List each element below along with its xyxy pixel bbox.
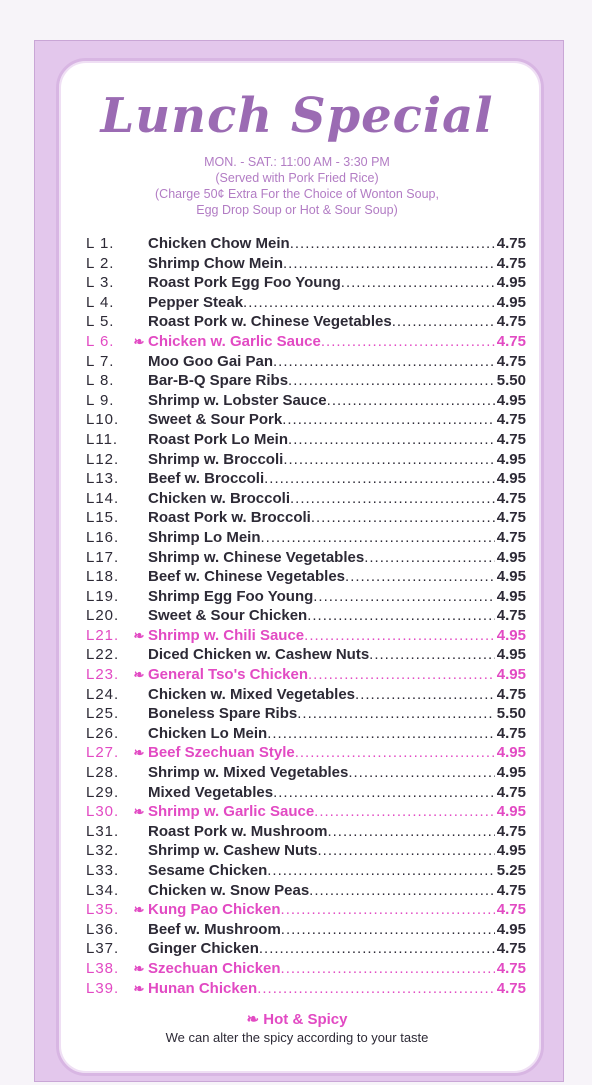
item-name: Shrimp Egg Foo Young xyxy=(148,587,314,605)
dot-leader xyxy=(283,450,494,470)
item-code: L28. xyxy=(86,764,120,782)
dot-leader xyxy=(348,763,494,783)
pepper-icon: ❧ xyxy=(246,1011,260,1028)
item-code: L25. xyxy=(86,705,120,723)
menu-item xyxy=(86,410,526,430)
pepper-icon: ❧ xyxy=(133,980,145,996)
item-price: 4.75 xyxy=(496,430,526,448)
menu-item xyxy=(86,312,526,332)
dot-leader xyxy=(327,822,494,842)
item-name: Hunan Chicken xyxy=(148,979,258,997)
dot-leader xyxy=(288,430,495,450)
menu-item xyxy=(86,391,526,411)
item-price: 4.75 xyxy=(496,881,526,899)
dot-leader xyxy=(369,645,495,665)
menu-item xyxy=(86,567,526,587)
menu-item xyxy=(86,979,526,999)
menu-item xyxy=(86,234,526,254)
dot-leader xyxy=(309,881,495,901)
item-price: 4.95 xyxy=(496,391,526,409)
pepper-icon: ❧ xyxy=(133,627,145,643)
dot-leader xyxy=(259,939,495,959)
item-price: 4.75 xyxy=(496,528,526,546)
item-name: Roast Pork w. Broccoli xyxy=(148,509,311,527)
dot-leader xyxy=(290,234,495,254)
item-price: 4.75 xyxy=(496,489,526,507)
item-price: 4.75 xyxy=(496,509,526,527)
dot-leader xyxy=(267,861,495,881)
item-code: L 1. xyxy=(86,235,115,252)
item-name: Shrimp Lo Mein xyxy=(148,528,261,546)
item-name: Pepper Steak xyxy=(148,293,244,311)
menu-item xyxy=(86,450,526,470)
item-price: 5.50 xyxy=(496,372,526,390)
item-price: 4.75 xyxy=(496,822,526,840)
dot-leader xyxy=(297,704,495,724)
item-price: 4.95 xyxy=(496,842,526,860)
menu-item xyxy=(86,881,526,901)
item-code: L23. xyxy=(86,666,120,684)
dot-leader xyxy=(341,273,495,293)
item-price: 4.95 xyxy=(496,274,526,292)
item-name: Beef w. Chinese Vegetables xyxy=(148,568,346,586)
menu-item xyxy=(86,469,526,489)
item-code: L12. xyxy=(86,450,120,468)
item-name: Chicken w. Garlic Sauce xyxy=(148,332,321,350)
item-code: L10. xyxy=(86,411,120,429)
item-code: L38. xyxy=(86,959,120,977)
item-code: L13. xyxy=(86,470,120,488)
dot-leader xyxy=(364,548,495,568)
hours-text: MON. - SAT.: 11:00 AM - 3:30 PM xyxy=(204,155,390,169)
pepper-icon: ❧ xyxy=(133,745,145,761)
menu-item xyxy=(86,293,526,313)
item-name: Mixed Vegetables xyxy=(148,783,274,801)
item-name: Shrimp w. Chili Sauce xyxy=(148,626,305,644)
item-price: 4.75 xyxy=(496,959,526,977)
item-name: Roast Pork Lo Mein xyxy=(148,430,289,448)
dot-leader xyxy=(281,900,495,920)
item-price: 4.95 xyxy=(496,920,526,938)
item-code: L24. xyxy=(86,685,120,703)
item-name: Chicken w. Broccoli xyxy=(148,489,290,507)
item-price: 4.95 xyxy=(496,568,526,586)
item-price: 4.95 xyxy=(496,470,526,488)
menu-item xyxy=(86,371,526,391)
pepper-icon: ❧ xyxy=(133,902,145,918)
item-name: Beef w. Mushroom xyxy=(148,920,281,938)
dot-leader xyxy=(307,606,495,626)
menu-title: Lunch Special xyxy=(100,88,494,144)
item-name: Roast Pork w. Chinese Vegetables xyxy=(148,313,392,331)
item-price: 4.95 xyxy=(496,626,526,644)
item-price: 4.75 xyxy=(496,783,526,801)
dot-leader xyxy=(282,410,495,430)
menu-item xyxy=(86,841,526,861)
item-name: Chicken Chow Mein xyxy=(148,235,290,252)
item-code: L22. xyxy=(86,646,120,664)
item-code: L36. xyxy=(86,920,120,938)
item-price: 4.95 xyxy=(496,666,526,684)
menu-item xyxy=(86,626,526,646)
dot-leader xyxy=(243,293,495,313)
dot-leader xyxy=(295,743,495,763)
menu-item xyxy=(86,606,526,626)
charge-text-2: Egg Drop Soup or Hot & Sour Soup) xyxy=(196,203,398,217)
menu-item xyxy=(86,352,526,372)
menu-item xyxy=(86,861,526,881)
item-name: Chicken w. Mixed Vegetables xyxy=(148,685,356,703)
item-code: L 4. xyxy=(86,293,115,311)
item-price: 4.75 xyxy=(496,411,526,429)
dot-leader xyxy=(261,528,495,548)
item-price: 4.75 xyxy=(496,724,526,742)
item-code: L17. xyxy=(86,548,120,566)
dot-leader xyxy=(290,489,495,509)
item-code: L34. xyxy=(86,881,120,899)
menu-item xyxy=(86,900,526,920)
item-name: Sesame Chicken xyxy=(148,862,268,879)
dot-leader xyxy=(327,391,495,411)
pepper-icon: ❧ xyxy=(133,333,145,349)
item-name: Shrimp w. Cashew Nuts xyxy=(148,842,318,860)
item-name: Shrimp w. Garlic Sauce xyxy=(148,803,315,821)
dot-leader xyxy=(355,685,495,705)
item-price: 4.75 xyxy=(496,254,526,272)
dot-leader xyxy=(267,724,495,744)
menu-item xyxy=(86,783,526,803)
dot-leader xyxy=(304,626,495,646)
item-code: L33. xyxy=(86,862,120,879)
item-name: Szechuan Chicken xyxy=(148,959,281,977)
item-code: L20. xyxy=(86,607,120,625)
dot-leader xyxy=(288,371,495,391)
item-name: Sweet & Sour Chicken xyxy=(148,607,308,625)
item-code: L11. xyxy=(86,430,119,448)
item-code: L30. xyxy=(86,803,120,821)
menu-item xyxy=(86,508,526,528)
menu-item xyxy=(86,802,526,822)
menu-item xyxy=(86,822,526,842)
item-price: 4.95 xyxy=(496,646,526,664)
dot-leader xyxy=(317,841,494,861)
dot-leader xyxy=(283,254,495,274)
dot-leader xyxy=(345,567,495,587)
item-price: 4.75 xyxy=(496,607,526,625)
item-code: L 8. xyxy=(86,372,115,390)
menu-item xyxy=(86,704,526,724)
item-code: L 5. xyxy=(86,313,115,331)
menu-item xyxy=(86,939,526,959)
item-price: 4.95 xyxy=(496,764,526,782)
menu-item xyxy=(86,920,526,940)
menu-subheader xyxy=(56,154,538,218)
item-name: Shrimp w. Broccoli xyxy=(148,450,284,468)
spicy-note: We can alter the spicy according to your taste xyxy=(165,1030,429,1045)
item-name: Roast Pork w. Mushroom xyxy=(148,822,328,840)
item-code: L21. xyxy=(86,626,120,644)
item-price: 4.95 xyxy=(496,587,526,605)
item-code: L 3. xyxy=(86,274,115,292)
item-name: Kung Pao Chicken xyxy=(148,901,281,919)
pepper-icon: ❧ xyxy=(133,960,145,976)
menu-item xyxy=(86,665,526,685)
dot-leader xyxy=(313,587,495,607)
menu-item xyxy=(86,489,526,509)
item-code: L 9. xyxy=(86,391,115,409)
menu-item xyxy=(86,685,526,705)
item-code: L32. xyxy=(86,842,120,860)
menu-item xyxy=(86,587,526,607)
item-name: Diced Chicken w. Cashew Nuts xyxy=(148,646,370,664)
menu-item xyxy=(86,724,526,744)
item-code: L26. xyxy=(86,724,120,742)
served-with-text: (Served with Pork Fried Rice) xyxy=(215,171,379,185)
pepper-icon: ❧ xyxy=(133,667,145,683)
menu-item xyxy=(86,430,526,450)
item-code: L29. xyxy=(86,783,120,801)
item-name: Shrimp Chow Mein xyxy=(148,254,283,272)
item-price: 4.95 xyxy=(496,450,526,468)
item-price: 4.75 xyxy=(496,940,526,958)
dot-leader xyxy=(257,979,495,999)
item-code: L37. xyxy=(86,940,120,958)
item-name: Shrimp w. Chinese Vegetables xyxy=(148,548,365,566)
menu-item xyxy=(86,645,526,665)
item-code: L 7. xyxy=(86,352,115,370)
item-name: General Tso's Chicken xyxy=(148,666,309,684)
dot-leader xyxy=(311,508,495,528)
dot-leader xyxy=(392,312,495,332)
item-code: L39. xyxy=(86,979,120,997)
item-price: 4.75 xyxy=(496,235,526,252)
item-name: Ginger Chicken xyxy=(148,940,259,958)
item-code: L16. xyxy=(86,528,120,546)
item-code: L19. xyxy=(86,587,120,605)
menu-item xyxy=(86,763,526,783)
item-name: Sweet & Sour Pork xyxy=(148,411,283,429)
item-price: 4.95 xyxy=(496,803,526,821)
charge-text-1: (Charge 50¢ Extra For the Choice of Wonton Soup, xyxy=(155,187,439,201)
dot-leader xyxy=(273,352,495,372)
item-name: Beef Szechuan Style xyxy=(148,744,295,762)
legend-label: Hot & Spicy xyxy=(263,1011,348,1028)
item-name: Chicken w. Snow Peas xyxy=(148,881,310,899)
item-price: 5.50 xyxy=(496,705,526,723)
item-name: Moo Goo Gai Pan xyxy=(148,352,274,370)
item-price: 4.75 xyxy=(496,313,526,331)
item-name: Beef w. Broccoli xyxy=(148,470,265,488)
item-name: Bar-B-Q Spare Ribs xyxy=(148,372,289,390)
item-code: L14. xyxy=(86,489,120,507)
item-code: L35. xyxy=(86,901,120,919)
item-code: L 6. xyxy=(86,332,115,350)
dot-leader xyxy=(308,665,495,685)
item-name: Shrimp w. Lobster Sauce xyxy=(148,391,327,409)
item-price: 4.75 xyxy=(496,979,526,997)
item-price: 4.75 xyxy=(496,901,526,919)
item-price: 4.95 xyxy=(496,744,526,762)
menu-item xyxy=(86,332,526,352)
dot-leader xyxy=(321,332,495,352)
item-name: Roast Pork Egg Foo Young xyxy=(148,274,341,292)
item-price: 4.95 xyxy=(496,548,526,566)
item-code: L15. xyxy=(86,509,120,527)
item-name: Chicken Lo Mein xyxy=(148,724,268,742)
menu-item xyxy=(86,528,526,548)
item-price: 4.95 xyxy=(496,293,526,311)
pepper-icon: ❧ xyxy=(133,804,145,820)
menu-item xyxy=(86,548,526,568)
item-price: 4.75 xyxy=(496,685,526,703)
item-code: L18. xyxy=(86,568,120,586)
item-code: L27. xyxy=(86,744,120,762)
menu-item xyxy=(86,254,526,274)
dot-leader xyxy=(281,920,495,940)
item-name: Shrimp w. Mixed Vegetables xyxy=(148,764,349,782)
menu-item xyxy=(86,959,526,979)
item-price: 5.25 xyxy=(496,862,526,879)
item-code: L 2. xyxy=(86,254,115,272)
menu-item xyxy=(86,273,526,293)
item-price: 4.75 xyxy=(496,352,526,370)
menu-item xyxy=(86,743,526,763)
item-price: 4.75 xyxy=(496,332,526,350)
dot-leader xyxy=(264,469,495,489)
item-name: Boneless Spare Ribs xyxy=(148,705,298,723)
dot-leader xyxy=(273,783,495,803)
hot-spicy-legend xyxy=(56,1010,538,1028)
item-code: L31. xyxy=(86,822,120,840)
menu-list xyxy=(86,234,526,998)
dot-leader xyxy=(314,802,495,822)
dot-leader xyxy=(281,959,495,979)
